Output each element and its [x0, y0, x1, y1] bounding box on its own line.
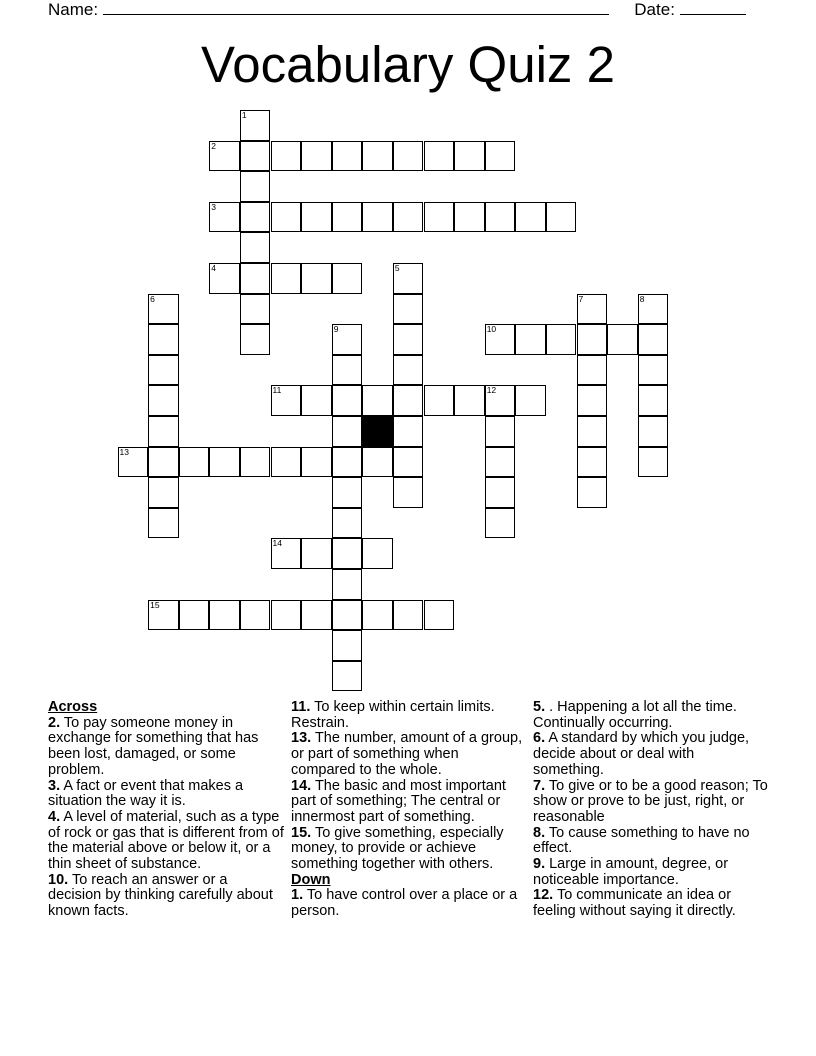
crossword-cell[interactable]: [393, 447, 424, 478]
crossword-cell[interactable]: [362, 385, 393, 416]
crossword-cell[interactable]: [546, 324, 577, 355]
crossword-cell[interactable]: [638, 447, 669, 478]
clue-column-1: [48, 700, 284, 920]
crossword-cell[interactable]: [362, 141, 393, 172]
crossword-cell[interactable]: [240, 141, 271, 172]
crossword-cell[interactable]: [271, 385, 302, 416]
crossword-cell[interactable]: [148, 477, 179, 508]
crossword-cell[interactable]: [638, 355, 669, 386]
clue-down-8: 8. To cause something to have no effect.: [533, 824, 750, 857]
crossword-cell[interactable]: [240, 447, 271, 478]
crossword-cell[interactable]: [577, 447, 608, 478]
crossword-cell[interactable]: [271, 263, 302, 294]
date-label: Date:: [634, 0, 675, 19]
clue-across-3: 3. A fact or event that makes a situation the way it is.: [48, 777, 244, 810]
cell-number: 8: [639, 293, 645, 304]
clue-across-13: 13. The number, amount of a group, or part of something when compared to the whole.: [291, 730, 523, 778]
crossword-cell[interactable]: [362, 538, 393, 569]
crossword-cell[interactable]: [424, 385, 455, 416]
crossword-cell[interactable]: [209, 600, 240, 631]
cell-number: 10: [486, 324, 497, 335]
crossword-cell[interactable]: [332, 385, 363, 416]
crossword-cell[interactable]: [393, 385, 424, 416]
crossword-cell[interactable]: [485, 477, 516, 508]
crossword-cell[interactable]: [240, 110, 271, 141]
crossword-cell[interactable]: [148, 355, 179, 386]
crossword-cell[interactable]: [148, 508, 179, 539]
crossword-cell[interactable]: [332, 630, 363, 661]
crossword-cell[interactable]: [332, 263, 363, 294]
clue-across-11: 11. To keep within certain limits. Restrain.: [291, 699, 495, 731]
clue-down-6: 6. A standard by which you judge, decide about or deal with something.: [533, 730, 750, 778]
clue-column-3: [533, 700, 769, 920]
crossword-cell[interactable]: [485, 416, 516, 447]
crossword-cell[interactable]: [148, 447, 179, 478]
crossword-cell[interactable]: [485, 508, 516, 539]
black-square: [362, 416, 393, 447]
crossword-cell[interactable]: [577, 416, 608, 447]
clue-across-15: 15. To give something, especially money, to provide or achieve something together with others.: [291, 824, 504, 873]
crossword-cell[interactable]: [638, 385, 669, 416]
cell-number: 5: [394, 263, 400, 273]
crossword-cell[interactable]: [424, 202, 455, 233]
crossword-cell[interactable]: [362, 202, 393, 233]
crossword-cell[interactable]: [271, 141, 302, 172]
clue-down-12: 12. To communicate an idea or feeling without saying it directly.: [533, 887, 736, 920]
crossword-cell[interactable]: [515, 385, 546, 416]
crossword-cell[interactable]: [546, 202, 577, 233]
crossword-cell[interactable]: [515, 202, 546, 233]
crossword-cell[interactable]: [515, 324, 546, 355]
crossword-cell[interactable]: [332, 508, 363, 539]
crossword-cell[interactable]: [301, 263, 332, 294]
crossword-cell[interactable]: [148, 294, 179, 325]
crossword-cell[interactable]: [209, 263, 240, 294]
crossword-cell[interactable]: [393, 477, 424, 508]
cell-number: 4: [211, 263, 217, 273]
crossword-cell[interactable]: [362, 600, 393, 631]
crossword-cell[interactable]: [209, 141, 240, 172]
cell-number: 6: [150, 293, 155, 304]
clue-down-1: 1. To have control over a place or a person.: [291, 887, 518, 920]
crossword-cell[interactable]: [301, 447, 332, 478]
crossword-cell[interactable]: [577, 385, 608, 416]
crossword-cell[interactable]: [577, 324, 608, 355]
cell-number: 7: [578, 293, 584, 304]
crossword-cell[interactable]: [485, 447, 516, 478]
cell-number: 9: [333, 324, 339, 335]
crossword-cell[interactable]: [209, 202, 240, 233]
crossword-cell[interactable]: [332, 600, 363, 631]
crossword-cell[interactable]: [240, 263, 271, 294]
crossword-cell[interactable]: [454, 202, 485, 233]
page-title: Vocabulary Quiz 2: [201, 36, 615, 93]
crossword-cell[interactable]: [332, 355, 363, 386]
crossword-cell[interactable]: [301, 385, 332, 416]
crossword-cell[interactable]: [485, 324, 516, 355]
crossword-cell[interactable]: [638, 324, 669, 355]
crossword-cell[interactable]: [577, 477, 608, 508]
clue-down-7: 7. To give or to be a good reason; To show or prove to be just, right, or reasonable: [533, 777, 768, 825]
crossword-cell[interactable]: [332, 141, 363, 172]
crossword-cell[interactable]: [271, 600, 302, 631]
cell-number: 15: [150, 599, 160, 610]
cell-number: 3: [211, 201, 217, 212]
clue-across-10: 10. To reach an answer or a decision by thinking carefully about known facts.: [48, 871, 273, 920]
crossword-cell[interactable]: [332, 202, 363, 233]
crossword-cell[interactable]: [240, 294, 271, 325]
crossword-cell[interactable]: [424, 600, 455, 631]
crossword-cell[interactable]: [332, 569, 363, 600]
name-label: Name:: [48, 0, 99, 19]
crossword-cell[interactable]: [240, 171, 271, 202]
crossword-cell[interactable]: [485, 202, 516, 233]
crossword-cell[interactable]: [393, 355, 424, 386]
crossword-cell[interactable]: [271, 447, 302, 478]
crossword-cell[interactable]: [240, 232, 271, 263]
clue-down-9: 9. Large in amount, degree, or noticeable importance.: [533, 856, 729, 888]
crossword-cell[interactable]: [332, 477, 363, 508]
crossword-cell[interactable]: [240, 324, 271, 355]
clue-across-14: 14. The basic and most important part of something; The central or innermost part of something.: [291, 777, 506, 825]
crossword-cell[interactable]: [271, 202, 302, 233]
cell-number: 12: [486, 385, 497, 396]
clue-column-2: [291, 700, 527, 920]
down-heading: Down: [291, 871, 331, 888]
clue-down-5: 5. . Happening a lot all the time. Continually occurring.: [533, 699, 737, 731]
cell-number: 13: [119, 446, 129, 457]
cell-number: 1: [241, 110, 247, 120]
crossword-cell[interactable]: [332, 538, 363, 569]
crossword-cell[interactable]: [209, 447, 240, 478]
across-heading: Across: [48, 699, 98, 715]
crossword-cell[interactable]: [454, 385, 485, 416]
crossword-cell[interactable]: [240, 202, 271, 233]
crossword-cell[interactable]: [179, 447, 210, 478]
cell-number: 14: [272, 538, 282, 549]
crossword-cell[interactable]: [393, 202, 424, 233]
crossword-cell[interactable]: [332, 661, 363, 692]
crossword-cell[interactable]: [424, 141, 455, 172]
crossword-cell[interactable]: [301, 141, 332, 172]
crossword-cell[interactable]: [393, 263, 424, 294]
crossword-cell[interactable]: [393, 416, 424, 447]
crossword-cell[interactable]: [485, 385, 516, 416]
crossword-cell[interactable]: [301, 538, 332, 569]
crossword-cell[interactable]: [148, 600, 179, 631]
crossword-cell[interactable]: [332, 447, 363, 478]
crossword-cell[interactable]: [148, 324, 179, 355]
crossword-cell[interactable]: [332, 324, 363, 355]
crossword-cell[interactable]: [638, 294, 669, 325]
crossword-cell[interactable]: [332, 416, 363, 447]
crossword-cell[interactable]: [393, 294, 424, 325]
crossword-cell[interactable]: [301, 600, 332, 631]
crossword-cell[interactable]: [362, 447, 393, 478]
crossword-cell[interactable]: [485, 141, 516, 172]
crossword-cell[interactable]: [271, 538, 302, 569]
crossword-cell[interactable]: [179, 600, 210, 631]
crossword-cell[interactable]: [577, 294, 608, 325]
crossword-cell[interactable]: [148, 416, 179, 447]
crossword-cell[interactable]: [301, 202, 332, 233]
crossword-cell[interactable]: [638, 416, 669, 447]
crossword-cell[interactable]: [148, 385, 179, 416]
crossword-cell[interactable]: [393, 324, 424, 355]
crossword-cell[interactable]: [607, 324, 638, 355]
clue-across-2: 2. To pay someone money in exchange for something that has been lost, damaged, or some problem.: [48, 714, 259, 778]
crossword-cell[interactable]: [577, 355, 608, 386]
crossword-cell[interactable]: [454, 141, 485, 172]
cell-number: 11: [272, 385, 282, 396]
crossword-cell[interactable]: [393, 600, 424, 631]
cell-number: 2: [211, 140, 217, 151]
crossword-cell[interactable]: [393, 141, 424, 172]
crossword-cell[interactable]: [240, 600, 271, 631]
crossword-cell[interactable]: [118, 447, 149, 478]
clue-across-4: 4. A level of material, such as a type of rock or gas that is different from of the material above or below it, or a thin sheet of substance.: [48, 808, 284, 873]
